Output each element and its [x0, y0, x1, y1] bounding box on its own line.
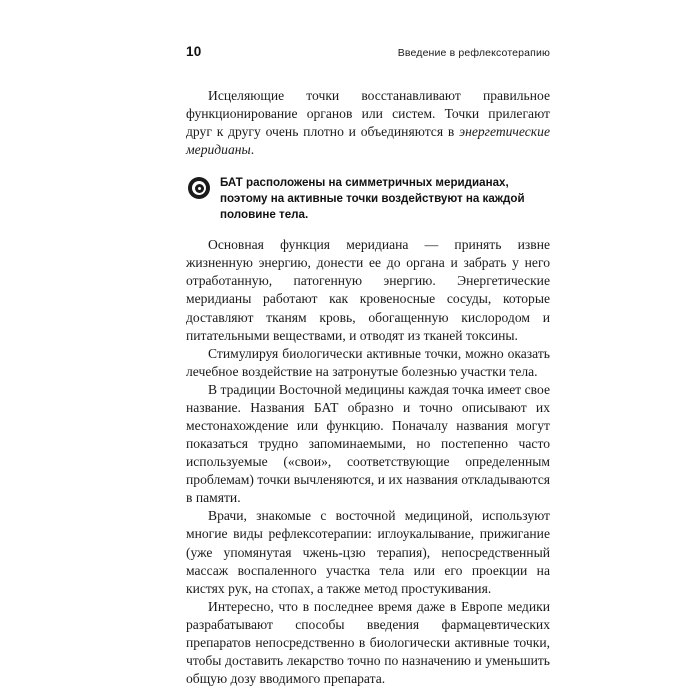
emphasis-energy-meridians: энергетические меридианы — [186, 124, 550, 158]
paragraph-1: Основная функция меридиана — принять извне жизненную энергию, донести ее до органа и забрать у него отработанную, патогенную энергию. Энергетические меридианы работают как кровеносные сосуды, которые доставляют тканям кровь, обогащенную кислородом и питательными веществами, и отводят из тканей токсины. — [186, 237, 550, 343]
main-paragraph-block — [186, 236, 550, 688]
target-circle-icon — [188, 177, 210, 199]
paragraph-3: В традиции Восточной медицины каждая точка имеет свое название. Названия БАТ образно и точно описывают их местонахождение или функцию. Поначалу названия могут показаться трудно запоминаемыми, но постепенно часто используемые («свои», соответствующие определенным проблемам) точки вычленяются, и их названия откладываются в памяти. — [186, 381, 550, 506]
paragraph-intro — [186, 87, 550, 159]
paragraph-intro-tail: . — [250, 142, 255, 158]
paragraph-5: Интересно, что в последнее время даже в Европе медики разрабатывают способы введения фармацевтических препаратов непосредственно в биологически активные точки, чтобы доставить лекарство точно по назначению и уменьшить общую дозу вводимого препарата. — [186, 598, 550, 687]
running-head — [186, 44, 550, 59]
intro-paragraph-block — [186, 87, 550, 159]
paragraph-4: Врачи, знакомые с восточной медициной, используют многие виды рефлексотерапии: иглоукалывание, прижигание (уже упомянутая чжень-цзю терапия), непосредственный массаж воспаленного участка тела или его проекции на кистях рук, на стопах, а также метод простукивания. — [186, 508, 550, 596]
paragraph-intro-text: Исцеляющие точки восстанавливают правильное функционирование органов или систем. Точки прилегают друг к другу очень плотно и объединяются в — [186, 88, 550, 140]
callout-text: БАТ расположены на симметричных меридианах, поэтому на активные точки воздействуют на каждой половине тела. — [220, 176, 525, 221]
paragraph-2: Стимулируя биологически активные точки, можно оказать лечебное воздействие на затронутые болезнью участки тела. — [186, 345, 550, 379]
running-head-title: Введение в рефлексотерапию — [397, 47, 550, 59]
page-body — [186, 87, 550, 688]
callout-note — [186, 175, 550, 222]
page-number: 10 — [186, 44, 202, 59]
